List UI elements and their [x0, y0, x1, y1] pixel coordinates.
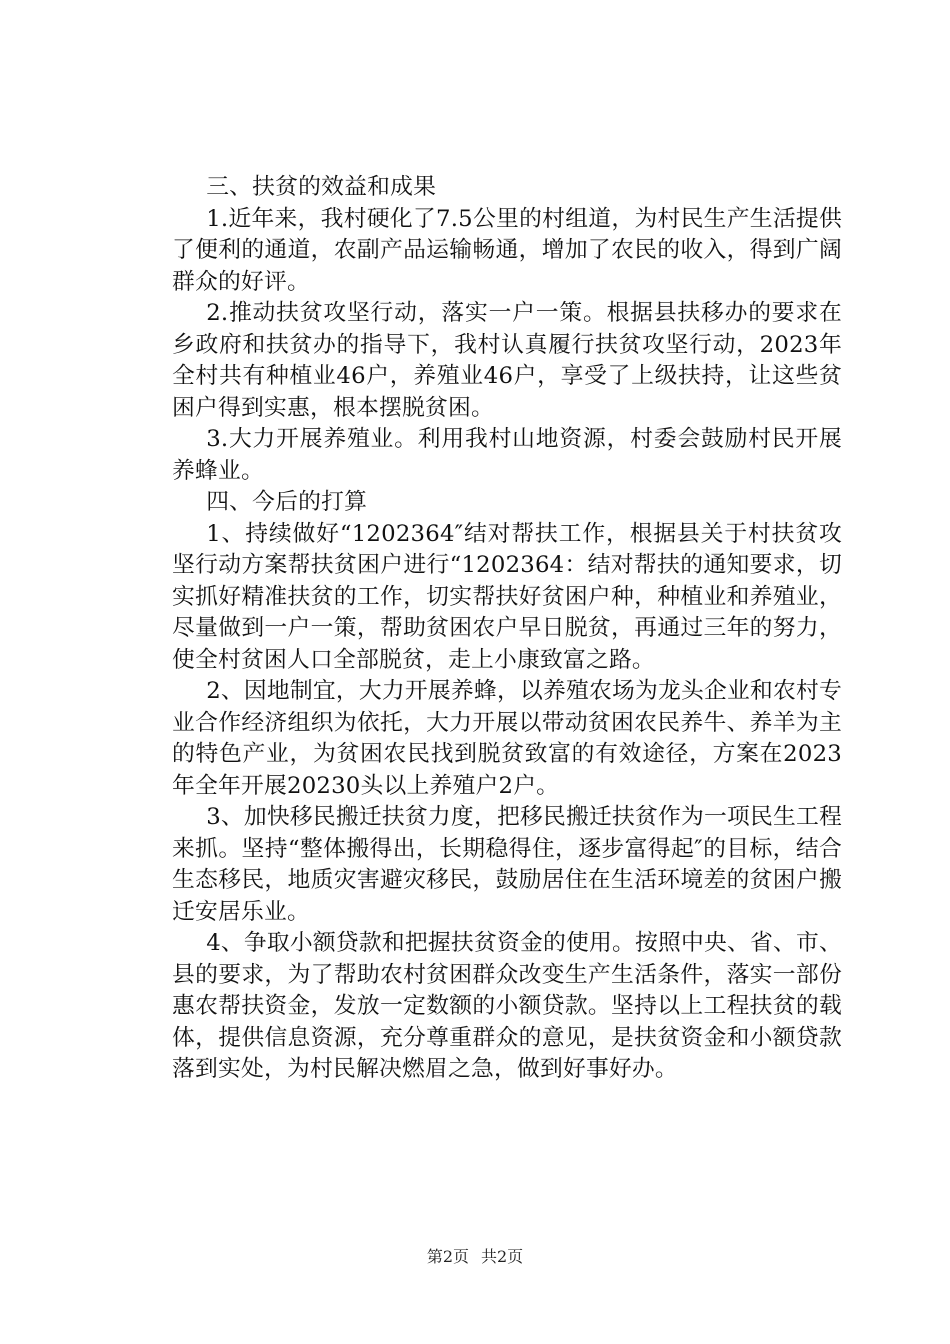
paragraph: 3.大力开展养殖业。利用我村山地资源，村委会鼓励村民开展养蜂业。: [172, 426, 842, 484]
section-heading: 三、扶贫的效益和成果: [206, 174, 437, 200]
paragraph: 2.推动扶贫攻坚行动，落实一户一策。根据县扶移办的要求在乡政府和扶贫办的指导下，我村认真履行扶贫攻坚行动，2023年全村共有种植业46户，养殖业46户，享受了上级扶持，让这些贫困户得到实惠，根本摆脱贫困。: [172, 300, 842, 421]
paragraph: 2、因地制宜，大力开展养蜂，以养殖农场为龙头企业和农村专业合作经济组织为依托，大力开展以带动贫困农民养牛、养羊为主的特色产业，为贫困农民找到脱贫致富的有效途径，方案在2023年全年开展20230头以上养殖户2户。: [172, 678, 842, 799]
page-footer: [0, 1247, 950, 1267]
page-total: 共2页: [481, 1247, 524, 1266]
paragraph: 1、持续做好“1202364″结对帮扶工作，根据县关于村扶贫攻坚行动方案帮扶贫困户进行“1202364：结对帮扶的通知要求，切实抓好精准扶贫的工作，切实帮扶好贫困户种，种植业和养殖业，尽量做到一户一策，帮助贫困农户早日脱贫，再通过三年的努力，使全村贫困人口全部脱贫，走上小康致富之路。: [172, 520, 842, 673]
paragraph: 4、争取小额贷款和把握扶贫资金的使用。按照中央、省、市、县的要求，为了帮助农村贫困群众改变生产生活条件，落实一部份惠农帮扶资金，发放一定数额的小额贷款。坚持以上工程扶贫的载体，提供信息资源，充分尊重群众的意见，是扶贫资金和小额贷款落到实处，为村民解决燃眉之急，做到好事好办。: [172, 930, 842, 1082]
section-heading: 四、今后的打算: [206, 489, 368, 515]
document-body: [172, 172, 842, 1086]
paragraph: 3、加快移民搬迁扶贫力度，把移民搬迁扶贫作为一项民生工程来抓。坚持“整体搬得出，长期稳得住，逐步富得起″的目标，结合生态移民，地质灾害避灾移民，鼓励居住在生活环境差的贫困户搬迁安居乐业。: [172, 804, 842, 925]
page-number: 第2页: [426, 1247, 469, 1266]
paragraph: 1.近年来，我村硬化了7.5公里的村组道，为村民生产生活提供了便利的通道，农副产品运输畅通，增加了农民的收入，得到广阔群众的好评。: [172, 205, 842, 295]
